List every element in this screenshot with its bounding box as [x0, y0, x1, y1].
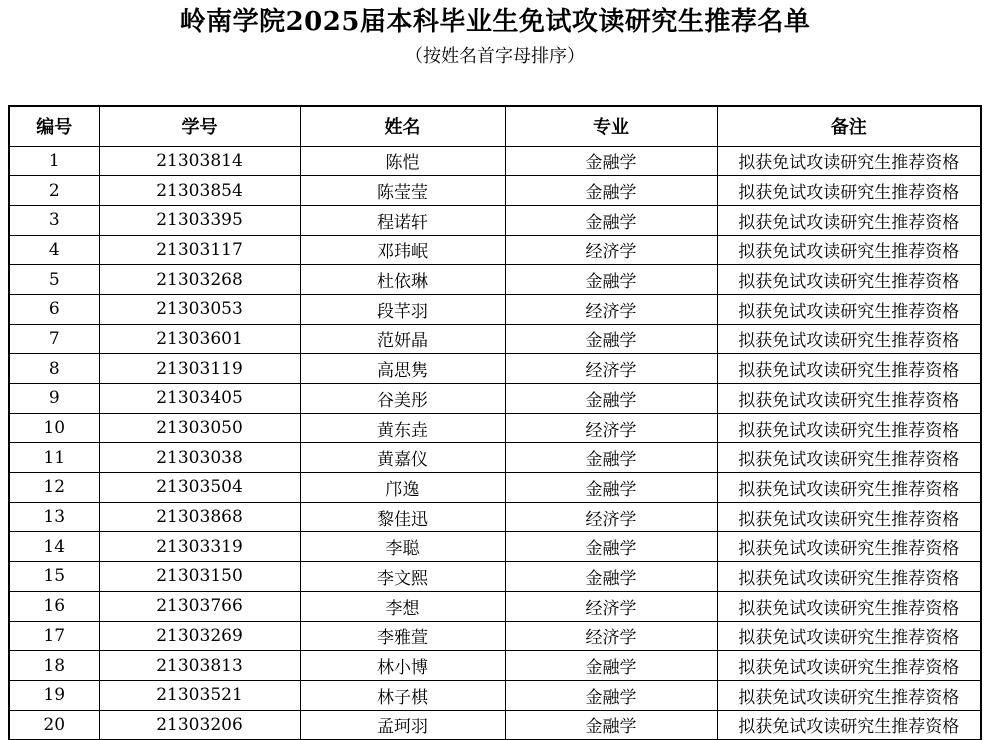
cell-name: 段芊羽 — [300, 294, 505, 324]
table-header-row — [9, 106, 981, 146]
cell-number: 2 — [9, 176, 99, 206]
cell-name: 陈恺 — [300, 146, 505, 176]
cell-student-id: 21303814 — [99, 146, 300, 176]
table-row — [9, 294, 981, 324]
cell-remark: 拟获免试攻读研究生推荐资格 — [717, 532, 981, 562]
cell-number: 17 — [9, 621, 99, 651]
cell-student-id: 21303038 — [99, 443, 300, 473]
document-title: 岭南学院2025届本科毕业生免试攻读研究生推荐名单 — [179, 7, 811, 37]
cell-name: 黄东垚 — [300, 413, 505, 443]
table-row — [9, 562, 981, 592]
cell-number: 3 — [9, 205, 99, 235]
cell-number: 4 — [9, 235, 99, 265]
cell-remark: 拟获免试攻读研究生推荐资格 — [717, 384, 981, 414]
table-row — [9, 265, 981, 295]
cell-major: 金融学 — [505, 443, 717, 473]
cell-student-id: 21303319 — [99, 532, 300, 562]
cell-remark: 拟获免试攻读研究生推荐资格 — [717, 710, 981, 740]
table-row — [9, 146, 981, 176]
table-row — [9, 324, 981, 354]
cell-major: 金融学 — [505, 473, 717, 503]
cell-remark: 拟获免试攻读研究生推荐资格 — [717, 294, 981, 324]
cell-student-id: 21303813 — [99, 651, 300, 681]
table-row — [9, 651, 981, 681]
cell-major: 经济学 — [505, 591, 717, 621]
header-name: 姓名 — [300, 106, 505, 146]
cell-student-id: 21303117 — [99, 235, 300, 265]
table-row — [9, 354, 981, 384]
cell-remark: 拟获免试攻读研究生推荐资格 — [717, 473, 981, 503]
recommendation-table — [8, 105, 982, 740]
cell-student-id: 21303268 — [99, 265, 300, 295]
cell-student-id: 21303050 — [99, 413, 300, 443]
cell-number: 15 — [9, 562, 99, 592]
cell-name: 李想 — [300, 591, 505, 621]
cell-number: 14 — [9, 532, 99, 562]
header-number: 编号 — [9, 106, 99, 146]
cell-remark: 拟获免试攻读研究生推荐资格 — [717, 591, 981, 621]
cell-name: 邓玮岷 — [300, 235, 505, 265]
table-row — [9, 384, 981, 414]
cell-remark: 拟获免试攻读研究生推荐资格 — [717, 680, 981, 710]
table-row — [9, 413, 981, 443]
cell-major: 金融学 — [505, 651, 717, 681]
cell-number: 10 — [9, 413, 99, 443]
cell-student-id: 21303119 — [99, 354, 300, 384]
cell-major: 金融学 — [505, 710, 717, 740]
table-row — [9, 473, 981, 503]
cell-number: 18 — [9, 651, 99, 681]
table-row — [9, 205, 981, 235]
table-row — [9, 710, 981, 740]
cell-name: 黎佳迅 — [300, 502, 505, 532]
cell-remark: 拟获免试攻读研究生推荐资格 — [717, 413, 981, 443]
cell-major: 经济学 — [505, 354, 717, 384]
cell-major: 金融学 — [505, 532, 717, 562]
cell-remark: 拟获免试攻读研究生推荐资格 — [717, 621, 981, 651]
cell-student-id: 21303405 — [99, 384, 300, 414]
cell-number: 1 — [9, 146, 99, 176]
cell-student-id: 21303269 — [99, 621, 300, 651]
table-row — [9, 591, 981, 621]
cell-student-id: 21303601 — [99, 324, 300, 354]
cell-major: 经济学 — [505, 502, 717, 532]
table-row — [9, 235, 981, 265]
cell-number: 20 — [9, 710, 99, 740]
cell-name: 邝逸 — [300, 473, 505, 503]
table-body — [9, 146, 981, 740]
cell-name: 李聪 — [300, 532, 505, 562]
cell-major: 金融学 — [505, 146, 717, 176]
cell-name: 谷美彤 — [300, 384, 505, 414]
cell-remark: 拟获免试攻读研究生推荐资格 — [717, 146, 981, 176]
table-row — [9, 502, 981, 532]
cell-student-id: 21303150 — [99, 562, 300, 592]
header-student-id: 学号 — [99, 106, 300, 146]
cell-number: 9 — [9, 384, 99, 414]
cell-number: 16 — [9, 591, 99, 621]
cell-major: 金融学 — [505, 176, 717, 206]
cell-remark: 拟获免试攻读研究生推荐资格 — [717, 265, 981, 295]
cell-name: 李雅萱 — [300, 621, 505, 651]
cell-major: 经济学 — [505, 294, 717, 324]
cell-remark: 拟获免试攻读研究生推荐资格 — [717, 235, 981, 265]
cell-major: 金融学 — [505, 324, 717, 354]
cell-major: 金融学 — [505, 384, 717, 414]
cell-name: 孟珂羽 — [300, 710, 505, 740]
cell-name: 范妍晶 — [300, 324, 505, 354]
cell-remark: 拟获免试攻读研究生推荐资格 — [717, 354, 981, 384]
cell-student-id: 21303504 — [99, 473, 300, 503]
cell-name: 陈莹莹 — [300, 176, 505, 206]
cell-name: 程诺轩 — [300, 205, 505, 235]
cell-number: 13 — [9, 502, 99, 532]
cell-student-id: 21303868 — [99, 502, 300, 532]
cell-name: 李文熙 — [300, 562, 505, 592]
header-major: 专业 — [505, 106, 717, 146]
cell-number: 19 — [9, 680, 99, 710]
cell-number: 5 — [9, 265, 99, 295]
cell-major: 金融学 — [505, 680, 717, 710]
cell-major: 经济学 — [505, 621, 717, 651]
cell-name: 高思隽 — [300, 354, 505, 384]
cell-major: 金融学 — [505, 205, 717, 235]
table-row — [9, 176, 981, 206]
cell-student-id: 21303766 — [99, 591, 300, 621]
cell-name: 林小博 — [300, 651, 505, 681]
cell-name: 林子棋 — [300, 680, 505, 710]
cell-remark: 拟获免试攻读研究生推荐资格 — [717, 176, 981, 206]
cell-remark: 拟获免试攻读研究生推荐资格 — [717, 443, 981, 473]
table-row — [9, 621, 981, 651]
cell-number: 6 — [9, 294, 99, 324]
cell-student-id: 21303053 — [99, 294, 300, 324]
cell-remark: 拟获免试攻读研究生推荐资格 — [717, 502, 981, 532]
cell-major: 经济学 — [505, 413, 717, 443]
cell-student-id: 21303206 — [99, 710, 300, 740]
table-row — [9, 532, 981, 562]
cell-remark: 拟获免试攻读研究生推荐资格 — [717, 324, 981, 354]
cell-major: 金融学 — [505, 265, 717, 295]
cell-number: 11 — [9, 443, 99, 473]
cell-student-id: 21303854 — [99, 176, 300, 206]
cell-name: 杜依琳 — [300, 265, 505, 295]
cell-student-id: 21303395 — [99, 205, 300, 235]
cell-student-id: 21303521 — [99, 680, 300, 710]
cell-number: 8 — [9, 354, 99, 384]
table-row — [9, 680, 981, 710]
cell-remark: 拟获免试攻读研究生推荐资格 — [717, 562, 981, 592]
cell-remark: 拟获免试攻读研究生推荐资格 — [717, 651, 981, 681]
header-remark: 备注 — [717, 106, 981, 146]
cell-remark: 拟获免试攻读研究生推荐资格 — [717, 205, 981, 235]
cell-number: 12 — [9, 473, 99, 503]
table-row — [9, 443, 981, 473]
cell-name: 黄嘉仪 — [300, 443, 505, 473]
cell-number: 7 — [9, 324, 99, 354]
cell-major: 经济学 — [505, 235, 717, 265]
cell-major: 金融学 — [505, 562, 717, 592]
document-subtitle: （按姓名首字母排序） — [405, 46, 585, 67]
